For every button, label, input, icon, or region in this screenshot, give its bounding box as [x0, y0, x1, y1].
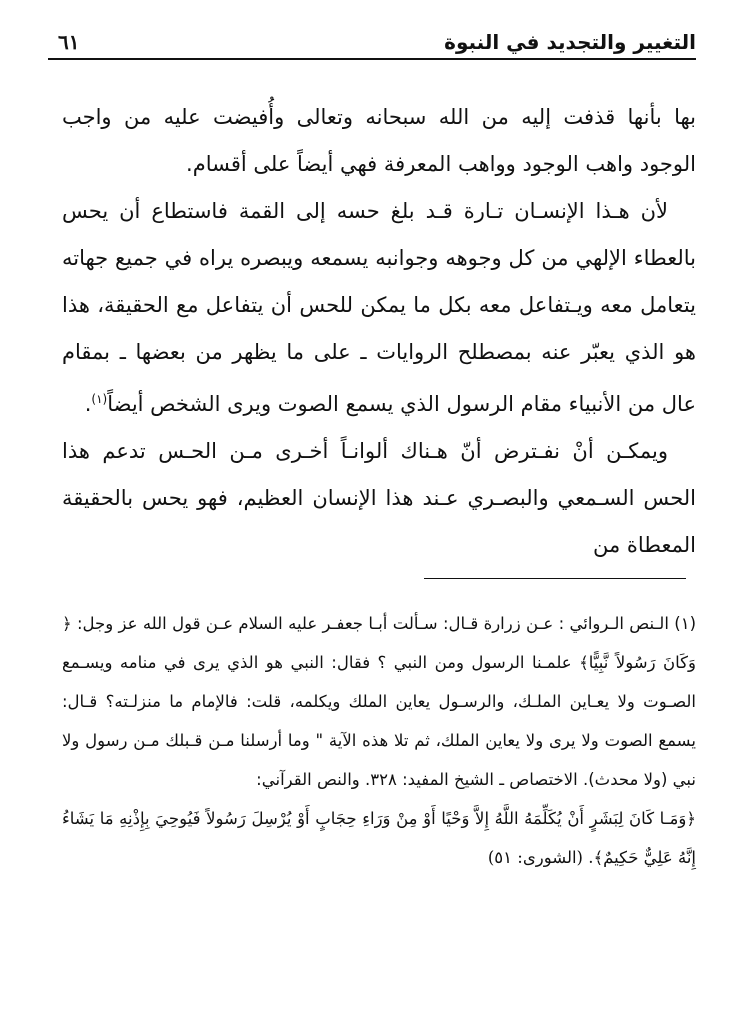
footnotes — [62, 604, 696, 877]
paragraph-2-end: . — [84, 392, 92, 416]
body-text — [62, 94, 696, 569]
header-rule — [48, 58, 696, 60]
footnote-quran-verse: ﴿وَمَـا كَانَ لِبَشَرٍ أَنْ يُكَلِّمَهُ اللَّهُ إِلاَّ وَحْيًا أَوْ مِنْ وَرَاءِ حِجَابٍ أَوْ يُرْسِلَ رَسُولاً فَيُوحِيَ بِإِذْنِهِ مَا يَشَاءُ إِنَّهُ عَلِيٌّ حَكِيمٌ﴾. (الشورى: ٥١) — [62, 809, 696, 867]
page-header — [48, 28, 696, 62]
paragraph-2 — [62, 188, 696, 428]
footnote-1: (١) الـنص الـروائي : عـن زرارة قـال: سـألت أبـا جعفـر عليه السلام عـن قول الله عز وجل: ﴿ وَكَانَ رَسُولاً نَّبِيًّا﴾ علمـنا الرسول ومن النبي ؟ فقال: النبي هو الذي يرى في منامه ويسـمع الصـوت ولا يعـاين الملـك، والرسـول يعاين الملك ويكلمه، قلت: فالإمام ما منزلـته؟ قـال: يسمع الصوت ولا يرى ولا يعاين الملك، ثم تلا هذه الآية " وما أرسلنا مـن قـبلك مـن رسول ولا نبي (ولا محدث). الاختصاص ـ الشيخ المفيد: ٣٢٨. والنص القرآني: — [62, 614, 696, 789]
running-title: التغيير والتجديد في النبوة — [444, 30, 696, 54]
footnote-rule — [424, 578, 686, 579]
page-number: ٦١ — [58, 30, 80, 54]
paragraph-2-text: لأن هـذا الإنسـان تـارة قـد بلغ حسه إلى القمة فاستطاع أن يحس بالعطاء الإلهي من كل وجوهه وجوانبه يسمعه ويبصره يراه في جميع جهاته يتعامل معه ويـتفاعل معه بكل ما يمكن للحس أن يتفاعل مع الحقيقة، هذا هو الذي يعبّر عنه بمصطلح الروايات ـ على ما يظهر من بعضها ـ بمقام عال من الأنبياء مقام الرسول الذي يسمع الصوت ويرى الشخص أيضاً — [62, 199, 696, 416]
paragraph-1: بها بأنها قذفت إليه من الله سبحانه وتعالى وأُفيضت عليه من واجب الوجود واهب الوجود وواهب المعرفة فهي أيضاً على أقسام. — [62, 105, 696, 176]
paragraph-3: ويمكـن أنْ نفـترض أنّ هـناك ألوانـاً أخـرى مـن الحـس تدعم هذا الحس السـمعي والبصـري عـند هذا الإنسان العظيم، فهو يحس بالحقيقة المعطاة من — [62, 439, 696, 557]
footnote-ref: (١) — [91, 392, 108, 406]
